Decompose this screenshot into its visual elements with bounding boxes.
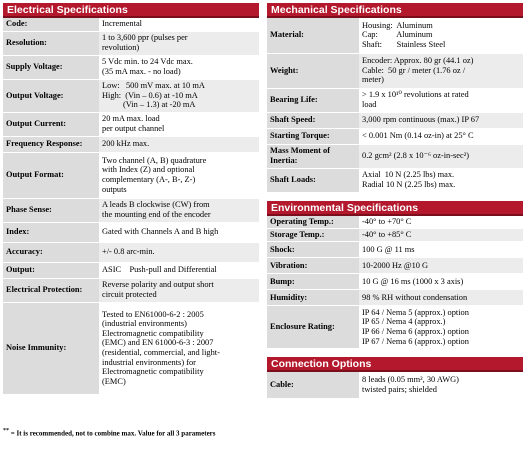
spec-value-line: 5 Vdc min. to 24 Vdc max.: [102, 57, 193, 67]
spec-row: [3, 112, 259, 136]
spec-label: Output Voltage:: [3, 79, 99, 112]
environmental-header: Environmental Specifications: [267, 201, 523, 216]
spec-value-line: circuit protected: [102, 290, 157, 299]
spec-value-line: A leads B clockwise (CW) from: [102, 200, 210, 210]
spec-label: Shaft Speed:: [267, 112, 359, 128]
spec-row: [267, 258, 523, 274]
spec-value: [99, 136, 259, 152]
spec-value: [359, 274, 523, 290]
spec-value-line: (Vin – 1.3) at -20 mA: [102, 100, 196, 110]
spec-value-line: (EMC): [102, 376, 126, 386]
spec-row: [3, 198, 259, 222]
spec-value-line: 3,000 rpm continuous (max.) IP 67: [362, 115, 480, 125]
spec-value: [99, 278, 259, 302]
spec-value: [359, 258, 523, 274]
spec-value-line: Tested to EN61000-6-2 : 2005: [102, 309, 204, 319]
spec-row: [3, 55, 259, 79]
spec-label: Output Format:: [3, 152, 99, 198]
spec-value: [99, 242, 259, 262]
spec-row: [267, 88, 523, 112]
spec-value-line: 100 G @ 11 ms: [362, 244, 415, 254]
spec-value: [99, 222, 259, 242]
spec-label: Cable:: [267, 372, 359, 398]
spec-row: [267, 18, 523, 53]
spec-label: Mass Moment of Inertia:: [267, 144, 359, 168]
spec-row: [3, 242, 259, 262]
spec-row: [267, 112, 523, 128]
spec-value: [359, 290, 523, 306]
spec-value-line: (EMC) and EN 61000-6-3 : 2007: [102, 338, 214, 348]
spec-value-line: 0.2 gcm² (2.8 x 10⁻⁶ oz-in-sec²): [362, 151, 470, 161]
spec-value-line: complementary (A-, B-, Z-): [102, 175, 196, 184]
spec-value-line: Shaft: Stainless Steel: [362, 40, 446, 50]
spec-value-line: the mounting end of the encoder: [102, 210, 211, 219]
spec-row: [3, 152, 259, 198]
spec-row: [267, 306, 523, 349]
spec-value-line: (industrial environments): [102, 319, 187, 329]
spec-row: [3, 262, 259, 278]
spec-value-line: 200 kHz max.: [102, 139, 150, 149]
spec-label: Accuracy:: [3, 242, 99, 262]
spec-row: [3, 136, 259, 152]
spec-label: Vibration:: [267, 258, 359, 274]
spec-value: [99, 198, 259, 222]
footnote-mark: **: [3, 428, 9, 434]
mechanical-table: [267, 18, 523, 193]
spec-label: Shock:: [267, 242, 359, 258]
spec-value: [99, 18, 259, 31]
spec-value-line: meter): [362, 75, 384, 85]
spec-value-line: -40° to +70° C: [362, 216, 412, 226]
environmental-table: [267, 216, 523, 350]
spec-row: [267, 229, 523, 242]
spec-value-line: industrial environments) for: [102, 357, 196, 367]
spec-value-line: Cable: 50 gr / meter (1.76 oz /: [362, 65, 466, 75]
spec-value: [359, 18, 523, 53]
spec-value-line: (residential, commercial, and light-: [102, 348, 220, 357]
spec-row: [267, 53, 523, 88]
spec-label: Shaft Loads:: [267, 168, 359, 192]
spec-row: [3, 79, 259, 112]
spec-label: Output Current:: [3, 112, 99, 136]
spec-row: [267, 168, 523, 192]
spec-row: [3, 278, 259, 302]
mechanical-header: Mechanical Specifications: [267, 3, 523, 18]
spec-value-line: ASIC Push-pull and Differential: [102, 265, 217, 275]
spec-value-line: IP 67 / Nema 6 (approx.) option: [362, 336, 469, 346]
spec-label: Bearing Life:: [267, 88, 359, 112]
section-gap: [267, 349, 523, 357]
spec-value-line: 20 mA max. load: [102, 114, 160, 124]
footnote: [3, 428, 216, 437]
spec-label: Operating Temp.:: [267, 216, 359, 229]
spec-value-line: Radial 10 N (2.25 lbs) max.: [362, 180, 456, 189]
spec-label: Enclosure Rating:: [267, 306, 359, 349]
spec-value-line: Gated with Channels A and B high: [102, 227, 219, 237]
spec-label: Noise Immunity:: [3, 302, 99, 394]
spec-value: [99, 302, 259, 394]
spec-value-line: outputs: [102, 184, 127, 194]
spec-label: Humidity:: [267, 290, 359, 306]
spec-label: Code:: [3, 18, 99, 31]
spec-row: [3, 302, 259, 394]
spec-value-line: 8 leads (0.05 mm², 30 AWG): [362, 375, 459, 385]
spec-value-line: 10-2000 Hz @10 G: [362, 260, 429, 270]
spec-value: [359, 216, 523, 229]
connection-table: [267, 372, 523, 399]
footnote-text: = It is recommended, not to combine max. Value for all 3 parameters: [9, 429, 216, 438]
spec-label: Frequency Response:: [3, 136, 99, 152]
spec-value-line: Electromagnetic compatibility: [102, 328, 204, 338]
spec-value-line: +/- 0.8 arc-min.: [102, 247, 155, 257]
right-column: [267, 3, 523, 399]
spec-value-line: revolution): [102, 43, 140, 52]
spec-value-line: Reverse polarity and output short: [102, 280, 214, 290]
spec-value: [359, 306, 523, 349]
spec-value: [99, 55, 259, 79]
spec-value-line: per output channel: [102, 124, 165, 133]
connection-header: Connection Options: [267, 357, 523, 372]
spec-value-line: Electromagnetic compatibility: [102, 367, 204, 377]
spec-value-line: IP 65 / Nema 4 (approx.): [362, 317, 446, 327]
spec-value: [99, 152, 259, 198]
spec-value-line: 1 to 3,600 ppr (pulses per: [102, 33, 188, 43]
spec-value-line: IP 66 / Nema 6 (approx.) option: [362, 327, 469, 336]
spec-label: Index:: [3, 222, 99, 242]
spec-value-line: Cap: Aluminum: [362, 30, 433, 40]
spec-value: [359, 53, 523, 88]
spec-row: [267, 144, 523, 168]
spec-value-line: < 0.001 Nm (0.14 oz-in) at 25° C: [362, 131, 474, 141]
spec-label: Supply Voltage:: [3, 55, 99, 79]
spec-label: Weight:: [267, 53, 359, 88]
spec-value-line: Encoder: Approx. 80 gr (44.1 oz): [362, 56, 474, 66]
spec-row: [267, 216, 523, 229]
spec-value-line: Housing: Aluminum: [362, 20, 433, 30]
left-column: [3, 3, 259, 395]
spec-label: Resolution:: [3, 31, 99, 55]
spec-value-line: Two channel (A, B) quadrature: [102, 155, 207, 165]
spec-value: [359, 88, 523, 112]
spec-value-line: load: [362, 100, 377, 109]
spec-value-line: Low: 500 mV max. at 10 mA: [102, 81, 205, 91]
spec-value-line: > 1.9 x 10¹⁰ revolutions at rated: [362, 90, 469, 100]
spec-value-line: Axial 10 N (2.25 lbs) max.: [362, 170, 455, 180]
spec-value: [99, 112, 259, 136]
spec-row: [3, 18, 259, 31]
spec-row: [267, 290, 523, 306]
spec-label: Starting Torque:: [267, 128, 359, 144]
spec-row: [3, 31, 259, 55]
spec-value: [99, 79, 259, 112]
electrical-header: Electrical Specifications: [3, 3, 259, 18]
spec-value-line: (35 mA max. - no load): [102, 67, 181, 76]
spec-row: [267, 372, 523, 398]
spec-value-line: 10 G @ 16 ms (1000 x 3 axis): [362, 276, 464, 286]
spec-row: [267, 242, 523, 258]
spec-value-line: High: (Vin – 0.6) at -10 mA: [102, 90, 198, 100]
electrical-table: [3, 18, 259, 395]
spec-value-line: with Index (Z) and optional: [102, 165, 195, 175]
spec-value: [359, 112, 523, 128]
spec-row: [267, 274, 523, 290]
spec-value: [359, 128, 523, 144]
spec-value: [359, 168, 523, 192]
spec-label: Storage Temp.:: [267, 229, 359, 242]
spec-label: Phase Sense:: [3, 198, 99, 222]
spec-value-line: twisted pairs; shielded: [362, 384, 437, 394]
spec-value: [359, 372, 523, 398]
spec-value: [99, 31, 259, 55]
spec-value: [99, 262, 259, 278]
spec-value-line: 98 % RH without condensation: [362, 292, 468, 302]
spec-value-line: IP 64 / Nema 5 (approx.) option: [362, 307, 469, 317]
section-gap: [267, 193, 523, 201]
spec-label: Output:: [3, 262, 99, 278]
spec-label: Material:: [267, 18, 359, 53]
spec-row: [3, 222, 259, 242]
spec-value: [359, 144, 523, 168]
spec-value-line: Incremental: [102, 19, 142, 29]
spec-value: [359, 242, 523, 258]
spec-row: [267, 128, 523, 144]
spec-label: Electrical Protection:: [3, 278, 99, 302]
spec-value-line: -40° to +85° C: [362, 230, 412, 240]
spec-label: Bump:: [267, 274, 359, 290]
spec-value: [359, 229, 523, 242]
